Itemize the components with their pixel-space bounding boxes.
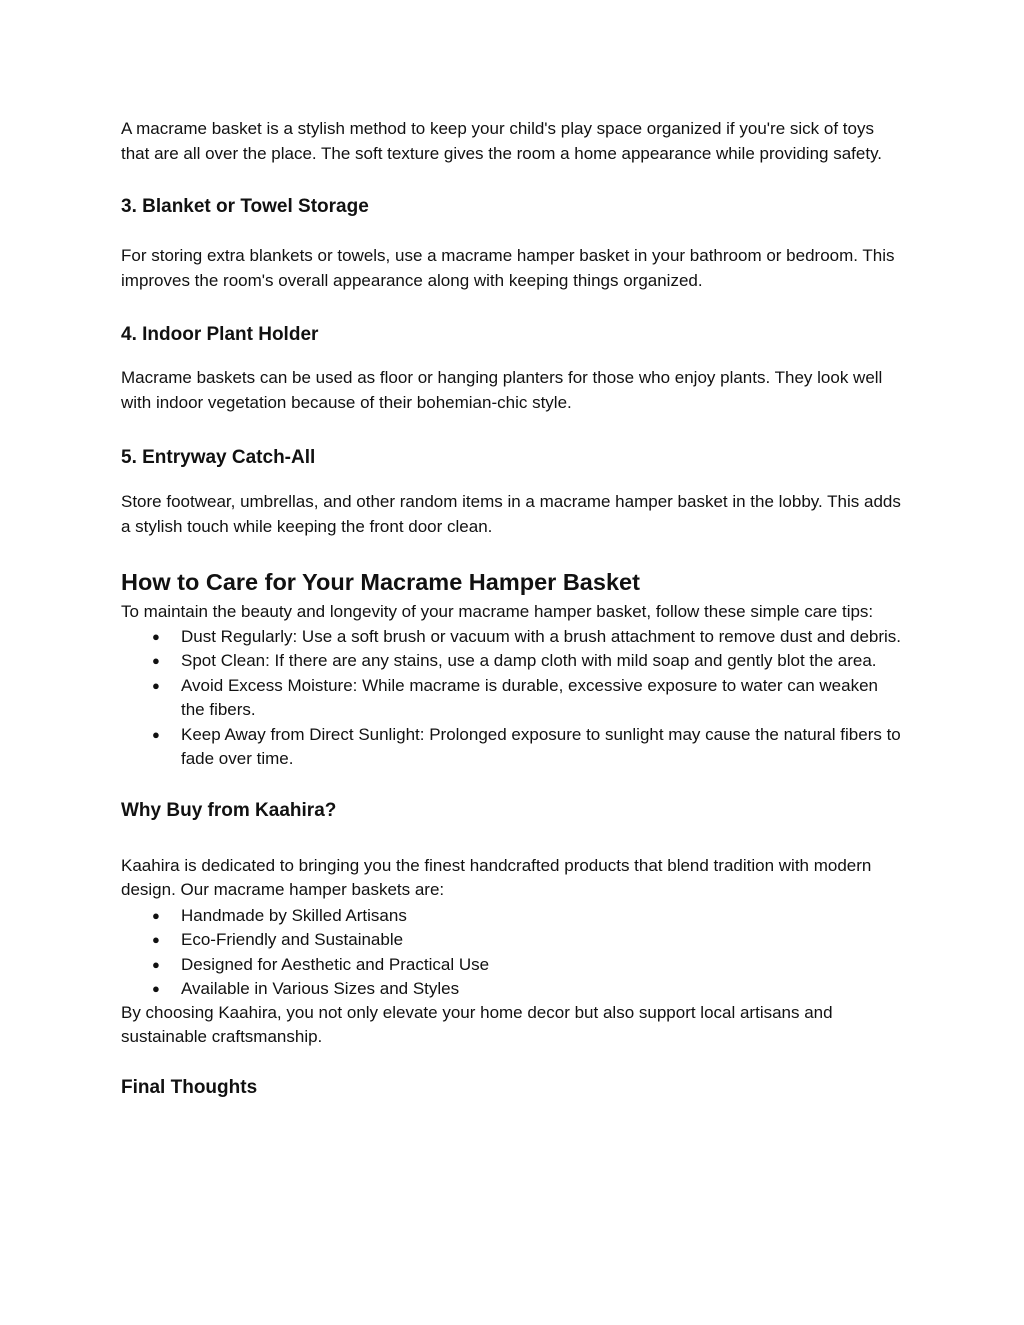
list-item-text: Dust Regularly: Use a soft brush or vacuum with a brush attachment to remove dust and debris.: [181, 626, 902, 646]
why-heading: Why Buy from Kaahira?: [121, 799, 337, 821]
section-body-entryway: Store footwear, umbrellas, and other random items in a macrame hamper basket in the lobby. This adds a stylish touch while keeping the front door clean.: [121, 492, 901, 536]
final-heading: Final Thoughts: [121, 1076, 258, 1098]
list-item-text: Eco-Friendly and Sustainable: [181, 930, 404, 949]
list-item: [121, 649, 901, 674]
list-item: [121, 928, 901, 953]
bullet-icon: ●: [152, 628, 160, 644]
bullet-icon: ●: [152, 907, 160, 923]
bullet-icon: ●: [152, 726, 160, 742]
bullet-icon: ●: [152, 932, 160, 947]
list-item-text: Keep Away from Direct Sunlight: Prolonged exposure to sunlight may cause the natural fibers to fade over time.: [181, 724, 901, 768]
section-heading-blanket: 3. Blanket or Towel Storage: [121, 196, 369, 217]
list-item: [121, 674, 901, 723]
section-body-blanket: For storing extra blankets or towels, use a macrame hamper basket in your bathroom or bedroom. This improves the room's overall appearance along with keeping things organized.: [121, 246, 895, 290]
bullet-icon: ●: [152, 677, 160, 693]
why-benefits-list: [121, 904, 901, 1002]
why-intro: Kaahira is dedicated to bringing you the finest handcrafted products that blend tradition with modern design. Our macrame hamper baskets are:: [121, 855, 872, 899]
list-item: [121, 977, 901, 1002]
list-item-text: Available in Various Sizes and Styles: [181, 979, 460, 998]
section-heading-entryway: 5. Entryway Catch-All: [121, 447, 316, 468]
care-tips-list: [121, 625, 901, 772]
list-item: [121, 625, 901, 650]
care-intro: To maintain the beauty and longevity of your macrame hamper basket, follow these simple care tips:: [121, 602, 874, 621]
list-item-text: Spot Clean: If there are any stains, use a damp cloth with mild soap and gently blot the area.: [181, 651, 877, 670]
list-item: [121, 723, 901, 772]
list-item: [121, 953, 901, 978]
care-heading: How to Care for Your Macrame Hamper Basket: [121, 569, 640, 595]
list-item: [121, 904, 901, 929]
why-outro: By choosing Kaahira, you not only elevate your home decor but also support local artisans and sustainable craftsmanship.: [121, 1002, 833, 1046]
intro-paragraph: A macrame basket is a stylish method to keep your child's play space organized if you're sick of toys that are all over the place. The soft texture gives the room a home appearance while providing safety.: [121, 119, 883, 163]
list-item-text: Designed for Aesthetic and Practical Use: [181, 954, 490, 974]
list-item-text: Handmade by Skilled Artisans: [181, 905, 407, 925]
bullet-icon: ●: [152, 981, 160, 996]
document-page: [121, 117, 901, 1100]
bullet-icon: ●: [152, 956, 160, 972]
list-item-text: Avoid Excess Moisture: While macrame is durable, excessive exposure to water can weaken the fibers.: [181, 675, 878, 719]
section-heading-plant: 4. Indoor Plant Holder: [121, 324, 319, 345]
bullet-icon: ●: [152, 653, 160, 668]
section-body-plant: Macrame baskets can be used as floor or hanging planters for those who enjoy plants. They look well with indoor vegetation because of their bohemian-chic style.: [121, 368, 883, 412]
